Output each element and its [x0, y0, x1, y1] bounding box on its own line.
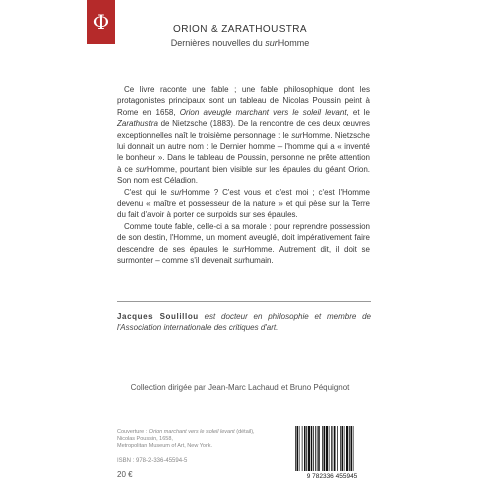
book-subtitle: Dernières nouvelles du surHomme [170, 38, 310, 48]
paragraph-1: Ce livre raconte une fable ; une fable philosophique dont les protagonistes principaux sont un tableau de Nicolas Poussin peint à Rome en 1658, Orion aveugle marchant vers le soleil levant, et le Zarathustra de Nietzsche (1883). De la rencontre de ces deux œuvres exceptionnelles naît le troisième personnage : le surHomme. Nietzsche lui donnait un autre nom : le Dernier homme – l'homme qui a « inventé le bonheur ». Dans le tableau de Poussin, personne ne prête attention à ce surHomme, pourtant bien visible sur les épaules du géant Orion. Son nom est Céladion. [117, 85, 371, 186]
book-title: ORION & ZARATHOUSTRA [173, 24, 307, 35]
barcode-digits: 9 782336 455945 [306, 473, 358, 480]
cover-credits: Couverture : Orion marchant vers le soleil levant (détail), Nicolas Poussin, 1658, Metropolitan Museum of Art, New York. [117, 429, 255, 449]
back-cover-text [117, 84, 370, 267]
author-bio: Jacques Soulillou est docteur en philosophie et membre de l'Association internationale des critiques d'art. [117, 312, 372, 332]
divider [117, 301, 371, 302]
phi-icon: Φ [92, 10, 110, 34]
paragraph-3: Comme toute fable, celle-ci a sa morale : pour reprendre possession de son destin, l'Homme, un moment aveuglé, doit impérativement faire descendre de ses épaules le surHomme. Autrement dit, il doit se surmonter – comme s'il devenait surhumain. [117, 221, 371, 266]
price: 20 € [117, 470, 133, 479]
collection-note: Collection dirigée par Jean-Marc Lachaud et Bruno Péquignot [130, 383, 350, 392]
barcode [289, 424, 371, 480]
paragraph-2: C'est qui le surHomme ? C'est vous et c'est moi ; c'est l'Homme devenu « maître et possesseur de la nature » et qui pèse sur la Terre du fait d'avoir à porter ce surpoids sur ses épaules. [117, 187, 370, 220]
author-name: Jacques Soulillou [117, 312, 199, 321]
isbn: ISBN : 978-2-336-45594-5 [117, 458, 188, 464]
